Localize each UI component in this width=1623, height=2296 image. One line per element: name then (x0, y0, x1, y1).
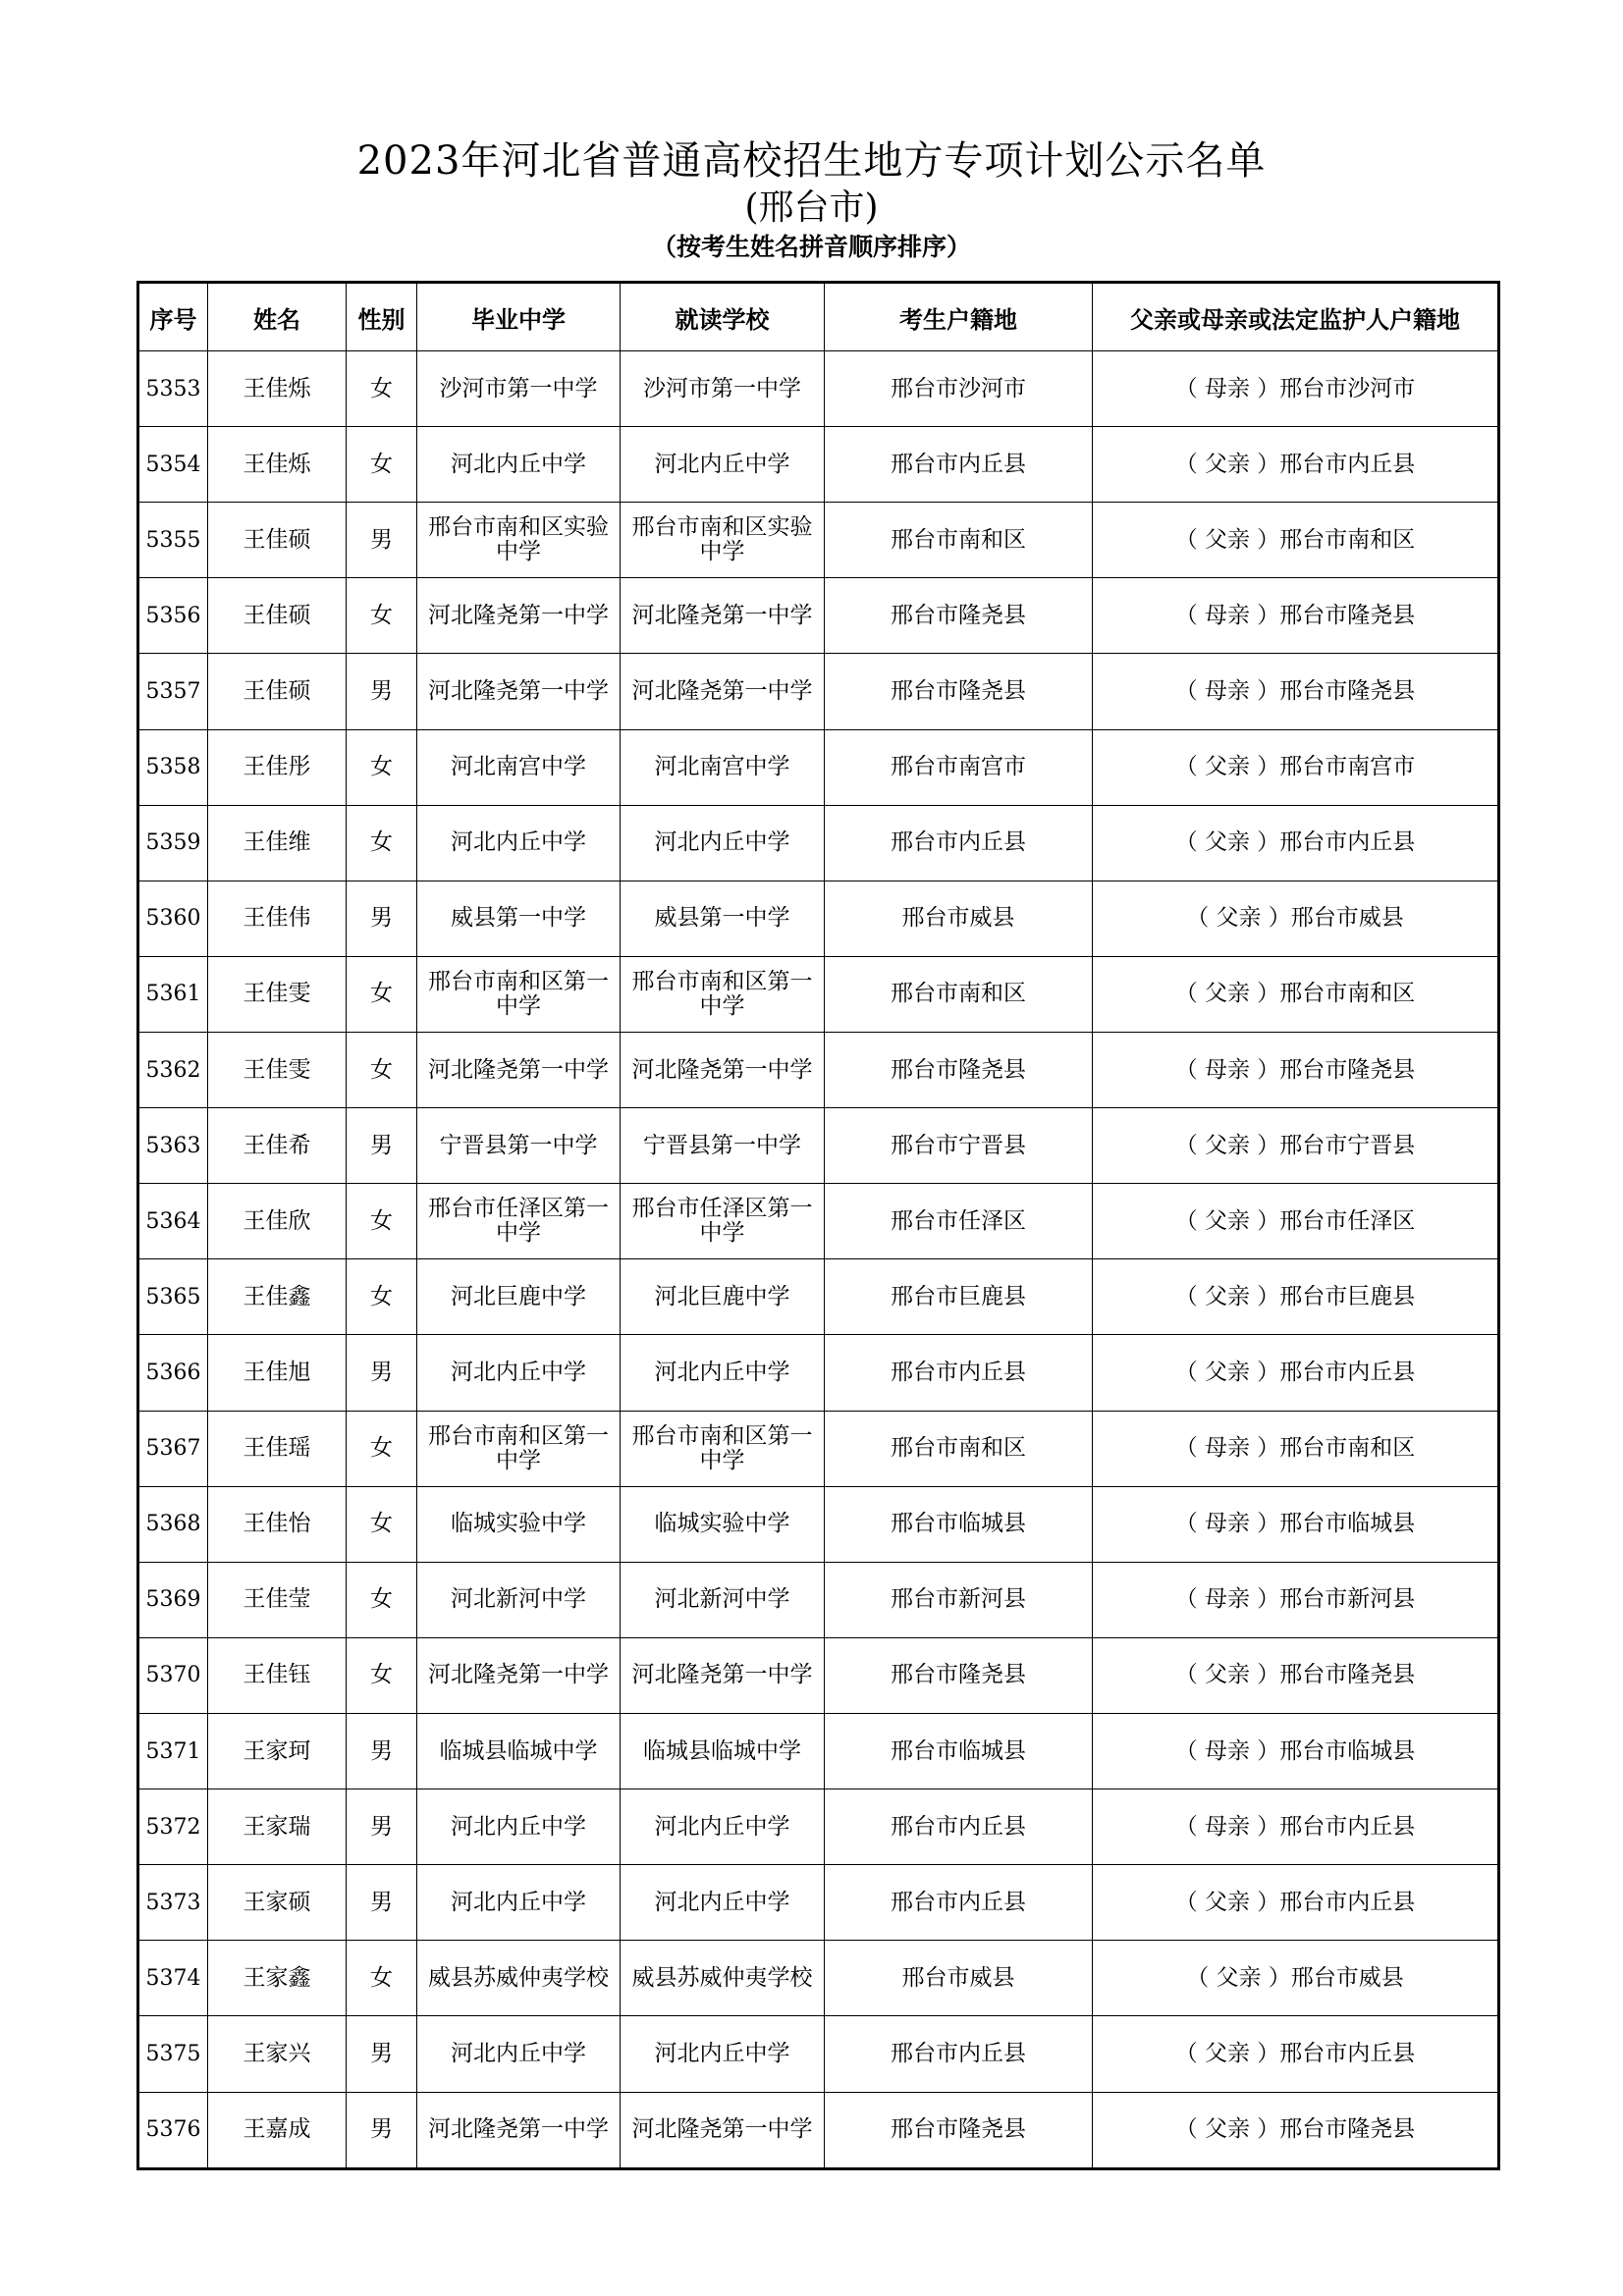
cell-no: 5370 (138, 1637, 208, 1713)
cell-parent-hukou: （ 父亲 ）邢台市内丘县 (1093, 1865, 1499, 1941)
cell-current-school: 宁晋县第一中学 (621, 1108, 825, 1184)
cell-name: 王佳烁 (208, 351, 347, 427)
cell-graduated-school: 河北隆尧第一中学 (417, 1032, 621, 1107)
table-row (138, 1259, 1499, 1335)
cell-no: 5366 (138, 1335, 208, 1411)
cell-no: 5365 (138, 1259, 208, 1335)
cell-graduated-school: 宁晋县第一中学 (417, 1108, 621, 1184)
cell-parent-hukou: （ 父亲 ）邢台市威县 (1093, 1941, 1499, 2016)
cell-current-school: 河北内丘中学 (621, 2016, 825, 2092)
cell-current-school: 邢台市南和区实验中学 (621, 503, 825, 578)
cell-no: 5359 (138, 805, 208, 881)
cell-name: 王佳伟 (208, 881, 347, 956)
cell-hukou: 邢台市内丘县 (825, 805, 1093, 881)
table-row (138, 427, 1499, 503)
cell-name: 王嘉成 (208, 2092, 347, 2168)
table-row (138, 1562, 1499, 1637)
cell-current-school: 河北内丘中学 (621, 427, 825, 503)
table-row (138, 1713, 1499, 1789)
page-subtitle: (邢台市) (744, 187, 879, 228)
cell-sex: 女 (347, 1486, 417, 1562)
cell-hukou: 邢台市南和区 (825, 1411, 1093, 1486)
cell-parent-hukou: （ 母亲 ）邢台市隆尧县 (1093, 578, 1499, 654)
cell-current-school: 河北南宫中学 (621, 729, 825, 805)
cell-parent-hukou: （ 父亲 ）邢台市内丘县 (1093, 2016, 1499, 2092)
cell-current-school: 河北内丘中学 (621, 1789, 825, 1865)
cell-hukou: 邢台市新河县 (825, 1562, 1093, 1637)
cell-sex: 女 (347, 1637, 417, 1713)
table-row (138, 805, 1499, 881)
cell-graduated-school: 河北巨鹿中学 (417, 1259, 621, 1335)
cell-graduated-school: 沙河市第一中学 (417, 351, 621, 427)
cell-no: 5353 (138, 351, 208, 427)
cell-sex: 女 (347, 1184, 417, 1259)
cell-parent-hukou: （ 父亲 ）邢台市隆尧县 (1093, 1637, 1499, 1713)
cell-name: 王家兴 (208, 2016, 347, 2092)
sort-note: （按考生姓名拼音顺序排序） (651, 233, 971, 261)
cell-hukou: 邢台市隆尧县 (825, 1032, 1093, 1107)
cell-hukou: 邢台市威县 (825, 881, 1093, 956)
cell-no: 5371 (138, 1713, 208, 1789)
cell-no: 5356 (138, 578, 208, 654)
cell-hukou: 邢台市隆尧县 (825, 654, 1093, 729)
cell-hukou: 邢台市临城县 (825, 1486, 1093, 1562)
cell-sex: 男 (347, 503, 417, 578)
table-row (138, 2016, 1499, 2092)
col-header-hukou: 考生户籍地 (825, 283, 1093, 351)
cell-sex: 女 (347, 1562, 417, 1637)
cell-no: 5361 (138, 956, 208, 1032)
cell-name: 王佳莹 (208, 1562, 347, 1637)
cell-current-school: 河北隆尧第一中学 (621, 578, 825, 654)
table-row (138, 729, 1499, 805)
cell-current-school: 河北内丘中学 (621, 1335, 825, 1411)
cell-hukou: 邢台市临城县 (825, 1713, 1093, 1789)
cell-parent-hukou: （ 父亲 ）邢台市内丘县 (1093, 1335, 1499, 1411)
cell-current-school: 邢台市南和区第一中学 (621, 1411, 825, 1486)
cell-graduated-school: 河北新河中学 (417, 1562, 621, 1637)
cell-parent-hukou: （ 父亲 ）邢台市宁晋县 (1093, 1108, 1499, 1184)
cell-current-school: 邢台市南和区第一中学 (621, 956, 825, 1032)
cell-no: 5358 (138, 729, 208, 805)
cell-current-school: 河北巨鹿中学 (621, 1259, 825, 1335)
cell-graduated-school: 邢台市南和区实验中学 (417, 503, 621, 578)
cell-sex: 男 (347, 1865, 417, 1941)
header-row (138, 283, 1499, 351)
cell-current-school: 河北隆尧第一中学 (621, 2092, 825, 2168)
cell-graduated-school: 临城县临城中学 (417, 1713, 621, 1789)
table-row (138, 1865, 1499, 1941)
cell-name: 王家鑫 (208, 1941, 347, 2016)
table-row (138, 578, 1499, 654)
cell-current-school: 河北内丘中学 (621, 805, 825, 881)
cell-parent-hukou: （ 母亲 ）邢台市沙河市 (1093, 351, 1499, 427)
table-row (138, 956, 1499, 1032)
col-header-parent-hukou: 父亲或母亲或法定监护人户籍地 (1093, 283, 1499, 351)
cell-parent-hukou: （ 母亲 ）邢台市南和区 (1093, 1411, 1499, 1486)
cell-hukou: 邢台市南和区 (825, 503, 1093, 578)
col-header-no: 序号 (138, 283, 208, 351)
cell-sex: 女 (347, 351, 417, 427)
cell-current-school: 河北内丘中学 (621, 1865, 825, 1941)
cell-parent-hukou: （ 母亲 ）邢台市临城县 (1093, 1713, 1499, 1789)
table-row (138, 1032, 1499, 1107)
cell-no: 5367 (138, 1411, 208, 1486)
col-header-name: 姓名 (208, 283, 347, 351)
cell-current-school: 临城县临城中学 (621, 1713, 825, 1789)
table-row (138, 1486, 1499, 1562)
cell-no: 5360 (138, 881, 208, 956)
cell-name: 王家硕 (208, 1865, 347, 1941)
cell-sex: 女 (347, 1259, 417, 1335)
cell-current-school: 河北隆尧第一中学 (621, 1637, 825, 1713)
cell-name: 王家珂 (208, 1713, 347, 1789)
cell-parent-hukou: （ 父亲 ）邢台市威县 (1093, 881, 1499, 956)
cell-name: 王佳鑫 (208, 1259, 347, 1335)
cell-current-school: 河北新河中学 (621, 1562, 825, 1637)
cell-parent-hukou: （ 母亲 ）邢台市内丘县 (1093, 1789, 1499, 1865)
cell-no: 5372 (138, 1789, 208, 1865)
cell-sex: 男 (347, 1335, 417, 1411)
cell-current-school: 河北隆尧第一中学 (621, 1032, 825, 1107)
cell-graduated-school: 河北内丘中学 (417, 427, 621, 503)
cell-name: 王佳瑶 (208, 1411, 347, 1486)
cell-sex: 女 (347, 1941, 417, 2016)
cell-current-school: 河北隆尧第一中学 (621, 654, 825, 729)
cell-hukou: 邢台市南宫市 (825, 729, 1093, 805)
cell-no: 5357 (138, 654, 208, 729)
cell-hukou: 邢台市威县 (825, 1941, 1093, 2016)
cell-sex: 女 (347, 1411, 417, 1486)
cell-sex: 男 (347, 1713, 417, 1789)
cell-parent-hukou: （ 母亲 ）邢台市隆尧县 (1093, 654, 1499, 729)
cell-graduated-school: 河北隆尧第一中学 (417, 654, 621, 729)
cell-sex: 男 (347, 1108, 417, 1184)
cell-parent-hukou: （ 父亲 ）邢台市任泽区 (1093, 1184, 1499, 1259)
cell-current-school: 临城实验中学 (621, 1486, 825, 1562)
cell-parent-hukou: （ 父亲 ）邢台市内丘县 (1093, 805, 1499, 881)
cell-hukou: 邢台市南和区 (825, 956, 1093, 1032)
cell-graduated-school: 河北隆尧第一中学 (417, 578, 621, 654)
cell-graduated-school: 邢台市南和区第一中学 (417, 1411, 621, 1486)
cell-no: 5363 (138, 1108, 208, 1184)
cell-no: 5374 (138, 1941, 208, 2016)
cell-hukou: 邢台市沙河市 (825, 351, 1093, 427)
cell-no: 5375 (138, 2016, 208, 2092)
cell-sex: 男 (347, 1789, 417, 1865)
table-row (138, 1789, 1499, 1865)
page-title: 2023年河北省普通高校招生地方专项计划公示名单 (356, 138, 1267, 184)
table-row (138, 1411, 1499, 1486)
cell-graduated-school: 河北内丘中学 (417, 805, 621, 881)
table-header (138, 283, 1499, 351)
cell-no: 5355 (138, 503, 208, 578)
cell-graduated-school: 威县苏威仲夷学校 (417, 1941, 621, 2016)
cell-parent-hukou: （ 父亲 ）邢台市南和区 (1093, 503, 1499, 578)
cell-parent-hukou: （ 父亲 ）邢台市巨鹿县 (1093, 1259, 1499, 1335)
cell-current-school: 邢台市任泽区第一中学 (621, 1184, 825, 1259)
cell-sex: 男 (347, 881, 417, 956)
cell-sex: 女 (347, 578, 417, 654)
cell-no: 5373 (138, 1865, 208, 1941)
table-row (138, 351, 1499, 427)
cell-graduated-school: 邢台市南和区第一中学 (417, 956, 621, 1032)
cell-no: 5369 (138, 1562, 208, 1637)
cell-parent-hukou: （ 母亲 ）邢台市临城县 (1093, 1486, 1499, 1562)
cell-graduated-school: 邢台市任泽区第一中学 (417, 1184, 621, 1259)
cell-hukou: 邢台市内丘县 (825, 1865, 1093, 1941)
cell-graduated-school: 威县第一中学 (417, 881, 621, 956)
table-body (138, 351, 1499, 2169)
cell-hukou: 邢台市内丘县 (825, 1335, 1093, 1411)
cell-name: 王佳硕 (208, 503, 347, 578)
table-row (138, 1184, 1499, 1259)
cell-sex: 男 (347, 2016, 417, 2092)
cell-name: 王佳旭 (208, 1335, 347, 1411)
table-row (138, 2092, 1499, 2168)
cell-graduated-school: 河北内丘中学 (417, 1865, 621, 1941)
cell-sex: 女 (347, 1032, 417, 1107)
cell-parent-hukou: （ 父亲 ）邢台市隆尧县 (1093, 2092, 1499, 2168)
cell-name: 王佳雯 (208, 1032, 347, 1107)
cell-current-school: 威县苏威仲夷学校 (621, 1941, 825, 2016)
table-row (138, 1335, 1499, 1411)
cell-hukou: 邢台市隆尧县 (825, 1637, 1093, 1713)
cell-parent-hukou: （ 父亲 ）邢台市南宫市 (1093, 729, 1499, 805)
cell-hukou: 邢台市任泽区 (825, 1184, 1093, 1259)
cell-name: 王佳硕 (208, 654, 347, 729)
cell-parent-hukou: （ 母亲 ）邢台市隆尧县 (1093, 1032, 1499, 1107)
cell-name: 王佳钰 (208, 1637, 347, 1713)
cell-parent-hukou: （ 父亲 ）邢台市内丘县 (1093, 427, 1499, 503)
cell-hukou: 邢台市巨鹿县 (825, 1259, 1093, 1335)
cell-sex: 女 (347, 729, 417, 805)
cell-graduated-school: 河北隆尧第一中学 (417, 1637, 621, 1713)
cell-hukou: 邢台市内丘县 (825, 427, 1093, 503)
cell-name: 王佳彤 (208, 729, 347, 805)
roster-table (136, 281, 1500, 2170)
cell-graduated-school: 河北内丘中学 (417, 2016, 621, 2092)
table-row (138, 1108, 1499, 1184)
cell-hukou: 邢台市宁晋县 (825, 1108, 1093, 1184)
cell-no: 5376 (138, 2092, 208, 2168)
table-row (138, 1941, 1499, 2016)
cell-graduated-school: 临城实验中学 (417, 1486, 621, 1562)
cell-graduated-school: 河北隆尧第一中学 (417, 2092, 621, 2168)
cell-name: 王佳硕 (208, 578, 347, 654)
cell-name: 王佳雯 (208, 956, 347, 1032)
cell-graduated-school: 河北内丘中学 (417, 1789, 621, 1865)
cell-name: 王佳欣 (208, 1184, 347, 1259)
cell-sex: 男 (347, 654, 417, 729)
cell-current-school: 沙河市第一中学 (621, 351, 825, 427)
cell-name: 王家瑞 (208, 1789, 347, 1865)
table-row (138, 1637, 1499, 1713)
cell-sex: 女 (347, 956, 417, 1032)
table-row (138, 503, 1499, 578)
cell-no: 5354 (138, 427, 208, 503)
cell-name: 王佳维 (208, 805, 347, 881)
col-header-current-school: 就读学校 (621, 283, 825, 351)
cell-sex: 女 (347, 805, 417, 881)
cell-name: 王佳怡 (208, 1486, 347, 1562)
cell-parent-hukou: （ 母亲 ）邢台市新河县 (1093, 1562, 1499, 1637)
cell-no: 5368 (138, 1486, 208, 1562)
cell-name: 王佳希 (208, 1108, 347, 1184)
table-row (138, 881, 1499, 956)
cell-parent-hukou: （ 父亲 ）邢台市南和区 (1093, 956, 1499, 1032)
cell-hukou: 邢台市内丘县 (825, 1789, 1093, 1865)
cell-graduated-school: 河北内丘中学 (417, 1335, 621, 1411)
cell-hukou: 邢台市隆尧县 (825, 578, 1093, 654)
cell-name: 王佳烁 (208, 427, 347, 503)
cell-hukou: 邢台市内丘县 (825, 2016, 1093, 2092)
cell-sex: 男 (347, 2092, 417, 2168)
table-row (138, 654, 1499, 729)
cell-hukou: 邢台市隆尧县 (825, 2092, 1093, 2168)
cell-no: 5362 (138, 1032, 208, 1107)
col-header-graduated-school: 毕业中学 (417, 283, 621, 351)
cell-no: 5364 (138, 1184, 208, 1259)
cell-sex: 女 (347, 427, 417, 503)
col-header-sex: 性别 (347, 283, 417, 351)
cell-current-school: 威县第一中学 (621, 881, 825, 956)
cell-graduated-school: 河北南宫中学 (417, 729, 621, 805)
